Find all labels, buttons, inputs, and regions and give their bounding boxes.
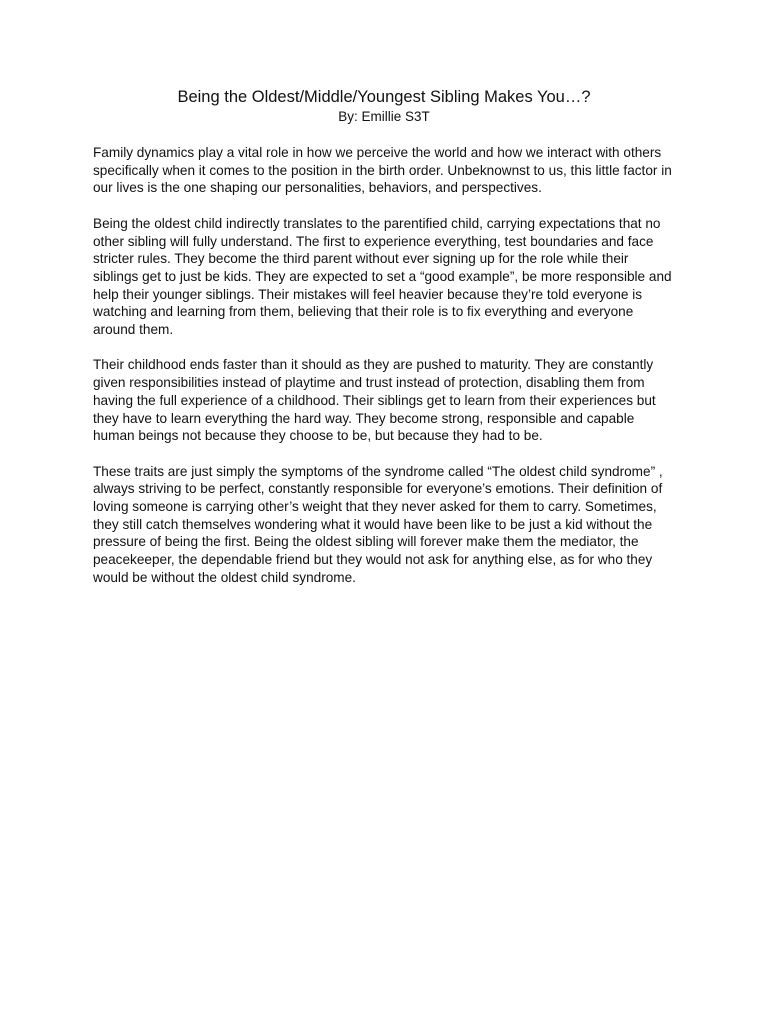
paragraph-1: Family dynamics play a vital role in how we perceive the world and how we interact with others specifically when it comes to the position in the birth order. Unbeknownst to us, this little factor in our lives is the one shaping our personalities, behaviors, and perspectives. <box>93 145 672 196</box>
paragraph-4: These traits are just simply the symptoms of the syndrome called “The oldest child syndrome” , always striving to be perfect, constantly responsible for everyone’s emotions. Their definition of loving someone is carrying other’s weight that they never asked for them to carry. Sometimes, they still catch themselves wondering what it would have been like to be just a kid without the pressure of being the first. Being the oldest sibling will forever make them the mediator, the peacekeeper, the dependable friend but they would not ask for anything else, as for who they would be without the oldest child syndrome. <box>93 463 663 585</box>
paragraph-2: Being the oldest child indirectly translates to the parentified child, carrying expectations that no other sibling will fully understand. The first to experience everything, test boundaries and face stricter rules. They become the third parent without ever signing up for the role while their siblings get to just be kids. They are expected to set a “good example”, be more responsible and help their younger siblings. Their mistakes will feel heavier because they’re told everyone is watching and learning from them, believing that their role is to fix everything and everyone around them. <box>93 215 672 338</box>
document-byline: By: Emillie S3T <box>338 109 430 124</box>
document-title: Being the Oldest/Middle/Youngest Sibling Makes You…? <box>177 88 591 106</box>
paragraph-3: Their childhood ends faster than it should as they are pushed to maturity. They are constantly given responsibilities instead of playtime and trust instead of protection, disabling them from having the full experience of a childhood. Their siblings get to learn from their experiences but they have to learn everything the hard way. They become strong, responsible and capable human beings not because they choose to be, but because they had to be. <box>93 357 656 444</box>
